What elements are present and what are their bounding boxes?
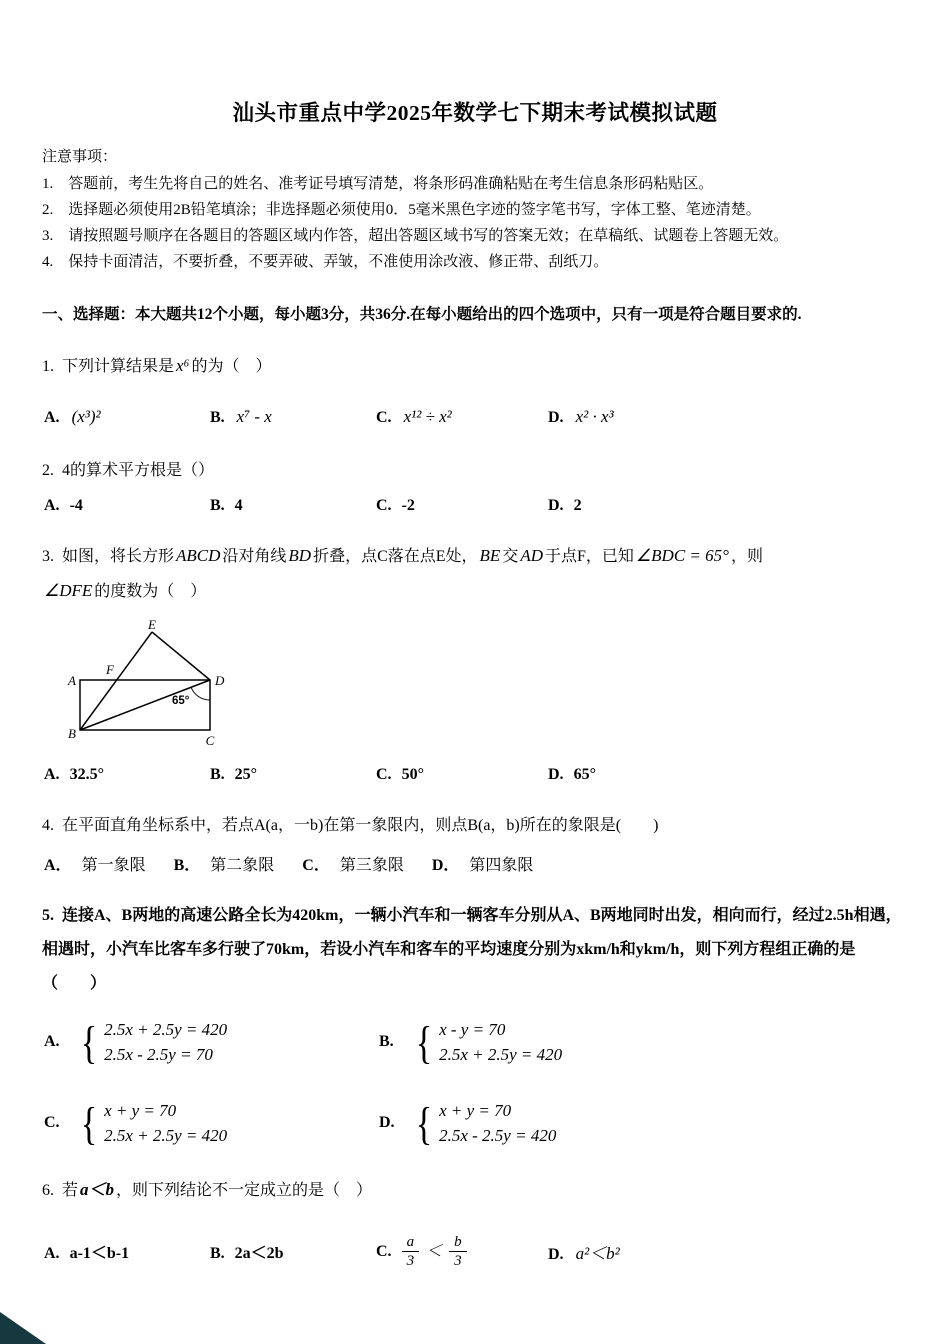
- question-number: 2.: [42, 461, 54, 479]
- figure-label-e: E: [148, 618, 156, 633]
- option-text: 第三象限: [339, 856, 404, 874]
- option-a: [44, 1016, 379, 1068]
- option-formula: x² · x³: [575, 406, 614, 426]
- option-text: 2: [573, 496, 582, 514]
- question-number: 6.: [42, 1181, 54, 1199]
- option-label: A.: [44, 1245, 60, 1263]
- question-text: 连接A、B两地的高速公路全长为420km，一辆小汽车和一辆客车分别从A、B两地同时出发，相向而行，经过2.5h相遇，相遇时，小汽车比客车多行驶了70km，若设小汽车和客车的平均速度分别为xkm/h和ykm/h，则下列方程组正确的是（ ）: [42, 906, 902, 993]
- figure-label-c: C: [205, 733, 215, 749]
- option-text: a-1＜b-1: [69, 1245, 130, 1263]
- fraction-numerator: b: [449, 1233, 467, 1253]
- question-text: 于点F，已知: [545, 547, 634, 565]
- option-label: B．: [173, 856, 201, 874]
- less-than-sign: ＜: [426, 1242, 443, 1260]
- equation: 2.5x + 2.5y = 420: [439, 1044, 563, 1064]
- option-d: [432, 852, 534, 875]
- option-text: 第二象限: [210, 856, 275, 874]
- option-text: 25°: [234, 766, 258, 784]
- equation: 2.5x - 2.5y = 420: [439, 1125, 557, 1145]
- fraction-denominator: 3: [406, 1253, 415, 1270]
- question-text: 沿对角线: [222, 547, 287, 565]
- math-expression: BE: [479, 545, 501, 565]
- notice-item-1: 1. 答题前，考生先将自己的姓名、准考证号填写清楚，将条形码准确粘贴在考生信息条形码粘贴区。: [42, 175, 714, 192]
- figure-angle-label: 65°: [172, 695, 190, 708]
- option-formula: (x³)²: [71, 406, 101, 426]
- question-1: [42, 352, 908, 427]
- option-b: [210, 497, 376, 515]
- option-text: 4: [234, 496, 243, 514]
- question-5-options: [42, 1016, 908, 1149]
- fraction: [402, 1233, 420, 1272]
- system-brace: {: [415, 1016, 433, 1068]
- option-b: [210, 766, 376, 784]
- option-d: [548, 1239, 908, 1264]
- option-label: C.: [376, 408, 392, 426]
- figure-label-f: F: [106, 662, 114, 678]
- system-brace: {: [415, 1097, 433, 1149]
- equation-system: [104, 1020, 227, 1065]
- notice-item-4: 4. 保持卡面清洁，不要折叠，不要弄破、弄皱，不准使用涂改液、修正带、刮纸刀。: [42, 253, 609, 270]
- question-4-options: [42, 852, 908, 875]
- question-1-options: [42, 407, 908, 427]
- figure-label-a: A: [68, 673, 76, 689]
- option-a: [44, 407, 210, 427]
- notice-item-3: 3. 请按照题号顺序在各题目的答题区域内作答，超出答题区域书写的答案无效；在草稿纸、试题卷上答题无效。: [42, 227, 789, 244]
- option-c: [376, 497, 548, 515]
- option-label: C．: [302, 856, 330, 874]
- option-d: [548, 497, 908, 515]
- option-label: B.: [210, 496, 225, 514]
- question-2-options: [42, 497, 908, 515]
- option-label: A．: [44, 856, 72, 874]
- option-text: -4: [69, 496, 83, 514]
- option-label: A.: [44, 1033, 60, 1051]
- question-4: [42, 812, 908, 874]
- question-text: 交: [502, 547, 519, 565]
- option-c: [376, 1233, 548, 1272]
- option-d: [379, 1097, 908, 1149]
- figure-label-b: B: [68, 726, 76, 742]
- math-expression: ∠DFE: [44, 580, 93, 600]
- option-label: D.: [548, 408, 564, 426]
- question-text: 4的算术平方根是（）: [62, 461, 215, 479]
- option-b: [210, 1240, 376, 1263]
- page-corner-mark: [0, 1304, 46, 1344]
- math-expression: AD: [520, 545, 544, 565]
- math-expression: a＜b: [80, 1179, 115, 1199]
- corner-triangle: [0, 1312, 46, 1344]
- question-3-text-line2: [42, 574, 908, 609]
- equation: x + y = 70: [104, 1100, 177, 1120]
- question-text: 的为（ ）: [191, 357, 272, 375]
- equation-system: [439, 1020, 562, 1065]
- option-label: A.: [44, 766, 60, 784]
- question-text: 如图，将长方形: [62, 547, 175, 565]
- notice-item-2: 2. 选择题必须使用2B铅笔填涂；非选择题必须使用0．5毫米黑色字迹的签字笔书写，字体工整、笔迹清楚。: [42, 201, 761, 218]
- question-3-options: [42, 766, 908, 784]
- option-text: 32.5°: [69, 766, 104, 784]
- equation: x + y = 70: [439, 1100, 512, 1120]
- question-2: [42, 457, 908, 515]
- option-c: [44, 1097, 379, 1149]
- question-6: [42, 1176, 908, 1271]
- equation: 2.5x + 2.5y = 420: [104, 1019, 228, 1039]
- option-d: [548, 766, 908, 784]
- option-label: C.: [376, 496, 392, 514]
- option-c: [302, 852, 404, 875]
- option-label: B.: [210, 1245, 225, 1263]
- option-label: A.: [44, 496, 60, 514]
- line-bd: [80, 680, 210, 730]
- math-expression: x⁶: [176, 355, 190, 375]
- section-header: 一、选择题：本大题共12个小题，每小题3分，共36分.在每小题给出的四个选项中，只有一项是符合题目要求的.: [42, 305, 802, 323]
- question-2-text: [42, 457, 908, 484]
- option-a: [44, 852, 146, 875]
- option-label: C.: [44, 1114, 60, 1132]
- fraction-numerator: a: [402, 1233, 420, 1253]
- question-text: 下列计算结果是: [62, 357, 175, 375]
- angle-arc: [191, 687, 210, 700]
- question-text: ，则: [730, 547, 763, 565]
- equation: 2.5x - 2.5y = 70: [104, 1044, 213, 1064]
- option-formula: x¹² ÷ x²: [403, 406, 452, 426]
- q3-figure: [52, 618, 262, 753]
- equation-system: [439, 1101, 556, 1146]
- question-6-text: [42, 1176, 908, 1205]
- notice-header: 注意事项：: [42, 149, 118, 165]
- option-text: 第一象限: [81, 856, 146, 874]
- option-a: [44, 497, 210, 515]
- math-expression: BD: [288, 545, 312, 565]
- option-b: [174, 852, 275, 875]
- fraction: [449, 1233, 467, 1272]
- option-d: [548, 407, 908, 427]
- option-label: B.: [379, 1033, 394, 1051]
- question-text: ，则下列结论不一定成立的是（ ）: [116, 1181, 373, 1199]
- option-text: 65°: [573, 766, 596, 784]
- question-6-options: [42, 1233, 908, 1272]
- question-number: 5.: [42, 906, 54, 924]
- question-4-text: [42, 812, 908, 839]
- question-5-text: [42, 899, 908, 1002]
- page-title: 汕头市重点中学2025年数学七下期末考试模拟试题: [232, 101, 718, 125]
- option-label: B.: [210, 408, 225, 426]
- equation: 2.5x + 2.5y = 420: [104, 1125, 228, 1145]
- option-b: [210, 407, 376, 427]
- option-label: D.: [379, 1114, 395, 1132]
- option-label: D.: [548, 1246, 564, 1264]
- option-label: A.: [44, 408, 60, 426]
- option-label: D．: [431, 856, 460, 874]
- line-de: [152, 632, 210, 680]
- option-formula: x⁷ - x: [236, 406, 272, 426]
- equation: x - y = 70: [439, 1019, 506, 1039]
- question-text: 若: [62, 1181, 79, 1199]
- option-label: D.: [548, 766, 564, 784]
- option-c: [376, 766, 548, 784]
- notice-section: [42, 145, 908, 275]
- question-3: [42, 539, 908, 785]
- option-text: 2a＜2b: [234, 1245, 284, 1263]
- question-3-text-line1: [42, 539, 908, 574]
- question-text: 在平面直角坐标系中，若点A(a，一b)在第一象限内，则点B(a，b)所在的象限是( ): [62, 817, 659, 835]
- option-text: 50°: [401, 766, 424, 784]
- option-formula: a²＜b²: [575, 1244, 620, 1264]
- question-number: 3.: [42, 547, 54, 565]
- option-a: [44, 1240, 210, 1263]
- question-number: 1.: [42, 357, 54, 375]
- fraction-denominator: 3: [454, 1253, 462, 1270]
- system-brace: {: [80, 1016, 98, 1068]
- option-a: [44, 766, 210, 784]
- question-5: [42, 899, 908, 1149]
- option-label: C.: [376, 1242, 392, 1260]
- option-label: C.: [376, 766, 392, 784]
- option-text: -2: [401, 496, 415, 514]
- option-text: 第四象限: [469, 856, 534, 874]
- question-1-text: [42, 352, 908, 381]
- question-text: 的度数为（ ）: [94, 582, 207, 600]
- figure-label-d: D: [215, 673, 225, 689]
- math-expression: ∠BDC = 65°: [635, 545, 729, 565]
- option-label: D.: [548, 496, 564, 514]
- option-label: B.: [210, 766, 225, 784]
- question-text: 折叠，点C落在点E处，: [313, 547, 478, 565]
- equation-system: [104, 1101, 227, 1146]
- math-expression: ABCD: [176, 545, 221, 565]
- system-brace: {: [80, 1097, 98, 1149]
- line-be: [80, 632, 152, 730]
- option-b: [379, 1016, 908, 1068]
- question-number: 4.: [42, 817, 54, 835]
- option-c: [376, 407, 548, 427]
